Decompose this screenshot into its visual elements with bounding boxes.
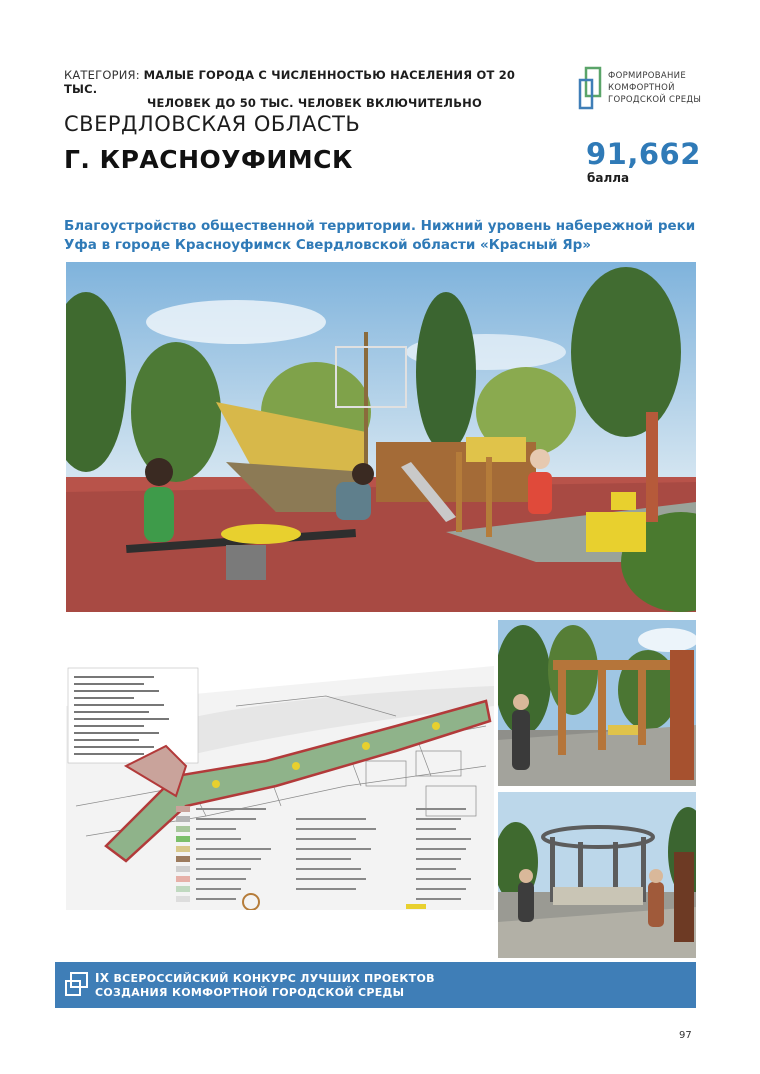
category-value-line2: ЧЕЛОВЕК ДО 50 ТЫС. ЧЕЛОВЕК ВКЛЮЧИТЕЛЬНО	[147, 96, 482, 110]
project-title: Благоустройство общественной территории. Нижний уровень набережной реки Уфа в городе Красноуфимск Свердловской области «Красный Яр»	[64, 218, 696, 253]
masterplan-image	[66, 666, 494, 910]
score-value: 91,662	[586, 137, 701, 171]
contest-banner	[55, 962, 696, 1008]
category-text	[64, 68, 544, 110]
category-label: КАТЕГОРИЯ:	[64, 68, 140, 82]
banner-text	[95, 971, 435, 1000]
banner-line-2: СОЗДАНИЯ КОМФОРТНОЙ ГОРОДСКОЙ СРЕДЫ	[95, 986, 405, 999]
logo-text	[608, 70, 701, 106]
rotunda-render-image	[498, 792, 696, 958]
program-logo	[578, 66, 708, 114]
banner-line-1-text: ВСЕРОССИЙСКИЙ КОНКУРС ЛУЧШИХ ПРОЕКТОВ	[113, 972, 435, 985]
region-title: СВЕРДЛОВСКАЯ ОБЛАСТЬ	[64, 112, 361, 136]
logo-line-1: ФОРМИРОВАНИЕ	[608, 71, 687, 81]
page-number: 97	[679, 1030, 692, 1041]
banner-line-1	[95, 971, 435, 986]
city-title: Г. КРАСНОУФИМСК	[64, 145, 353, 174]
score-label: балла	[587, 171, 630, 185]
logo-line-2: КОМФОРТНОЙ	[608, 83, 675, 93]
main-render-image	[66, 262, 696, 612]
contest-logo-icon	[63, 971, 91, 999]
pergola-render-image	[498, 620, 696, 786]
logo-line-3: ГОРОДСКОЙ СРЕДЫ	[608, 95, 702, 105]
banner-edition: IX	[95, 971, 110, 985]
category-value-line1: МАЛЫЕ ГОРОДА С ЧИСЛЕННОСТЬЮ НАСЕЛЕНИЯ ОТ 20 ТЫС.	[64, 68, 516, 96]
logo-emblem-icon	[578, 66, 604, 112]
